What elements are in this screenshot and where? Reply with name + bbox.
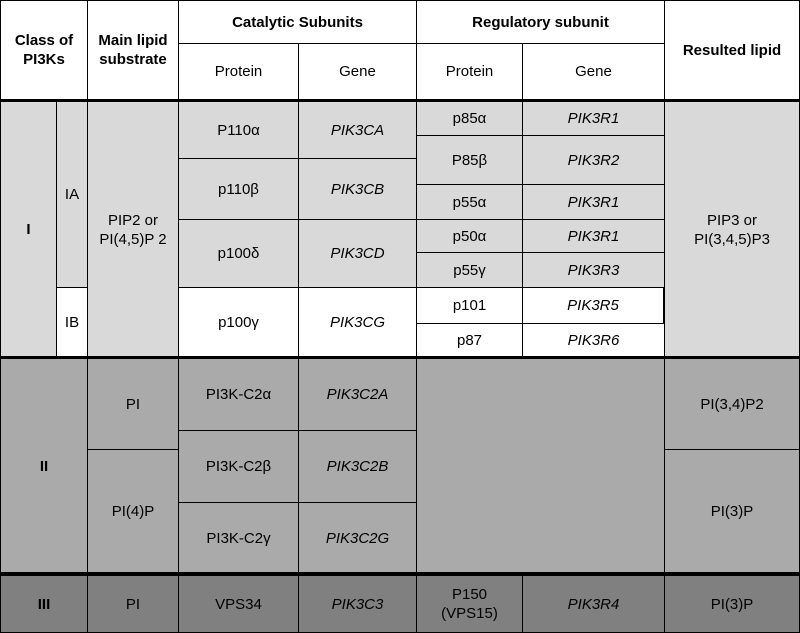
class-1-cat-protein-4	[178, 287, 299, 358]
class-2-cat-protein-3-text: PI3K-C2γ	[206, 529, 271, 547]
class-1-reg-gene-7-text: PIK3R6	[567, 332, 620, 349]
class-1-reg-protein-3-text: p55α	[452, 193, 487, 211]
header-regulatory-label: Regulatory subunit	[472, 13, 609, 31]
header-catalytic	[178, 0, 417, 44]
class-1-reg-gene-1	[522, 101, 665, 136]
class-1b-label	[56, 287, 88, 358]
class-1-reg-protein-4-text: p50α	[452, 227, 487, 245]
class-1-reg-protein-7-text: p87	[456, 332, 483, 349]
class-1b-text: IB	[64, 314, 80, 331]
class-2-cat-protein-1	[178, 358, 299, 431]
class-3-cat-gene	[298, 575, 417, 633]
class-1-reg-protein-2	[416, 135, 523, 185]
header-substrate-label: Main lipid substrate	[98, 32, 168, 68]
header-reg-protein	[416, 43, 523, 100]
class-2-cat-protein-1-text: PI3K-C2α	[205, 386, 272, 403]
class-2-text: II	[39, 457, 49, 475]
class-1-cat-gene-2-text: PIK3CB	[330, 180, 385, 198]
class-1-reg-protein-6-text: p101	[452, 297, 487, 314]
class-3-cat-protein-text: VPS34	[215, 595, 262, 613]
class-1-reg-gene-7	[522, 323, 665, 358]
header-reg-protein-label: Protein	[445, 63, 494, 80]
class-3-substrate-text: PI	[125, 595, 141, 613]
class-1-cat-protein-2-text: p110β	[218, 180, 259, 198]
header-regulatory	[416, 0, 665, 44]
class-1-cat-protein-4-text: p100γ	[218, 314, 259, 331]
class-1a-text: IA	[64, 186, 80, 203]
class-3-label	[0, 575, 88, 633]
header-reg-gene-label: Gene	[575, 63, 612, 80]
class-3-cat-gene-text: PIK3C3	[331, 595, 384, 613]
class-2-regulatory-empty	[416, 358, 665, 574]
class-3-cat-protein	[178, 575, 299, 633]
class-1-reg-gene-6-text: PIK3R5	[567, 297, 619, 314]
class-1-reg-protein-5-text: p55γ	[453, 261, 486, 279]
class-1-reg-protein-4	[416, 219, 523, 253]
class-2-cat-protein-3	[178, 502, 299, 574]
header-cat-protein	[178, 43, 299, 100]
class-1-reg-gene-2	[522, 135, 665, 185]
class-1-reg-protein-3	[416, 184, 523, 220]
class-1-reg-gene-5-text: PIK3R3	[567, 261, 620, 279]
class-3-reg-protein-text: P150 (VPS15)	[441, 586, 498, 622]
class-1-cat-gene-3	[298, 219, 417, 288]
class-3-reg-protein	[416, 575, 523, 633]
class-1-reg-gene-4	[522, 219, 665, 253]
header-resulted-label: Resulted lipid	[682, 41, 782, 59]
class-1-cat-gene-1-text: PIK3CA	[330, 121, 385, 139]
class-1-reg-protein-2-text: P85β	[451, 151, 488, 169]
class-2-cat-protein-2	[178, 430, 299, 503]
class-2-cat-gene-2	[298, 430, 417, 503]
class-3-substrate	[87, 575, 179, 633]
class-2-cat-gene-2-text: PIK3C2B	[326, 458, 389, 475]
class-2-resulted-1-text: PI(3,4)P2	[700, 395, 764, 413]
class-1-reg-gene-6	[522, 287, 665, 324]
class-1-cat-gene-2	[298, 158, 417, 220]
class-1-reg-gene-2-text: PIK3R2	[567, 151, 620, 169]
class-3-text: III	[37, 595, 51, 613]
class-2-cat-protein-2-text: PI3K-C2β	[205, 458, 272, 475]
class-1-reg-gene-1-text: PIK3R1	[567, 110, 620, 127]
class-1-reg-protein-5	[416, 252, 523, 288]
class-1-reg-gene-4-text: PIK3R1	[567, 227, 620, 245]
class-1-cat-gene-4	[298, 287, 417, 358]
header-cat-protein-label: Protein	[214, 63, 263, 80]
class-2-cat-gene-1-text: PIK3C2A	[326, 386, 389, 403]
class-1-reg-protein-1-text: p85α	[452, 110, 487, 127]
header-class	[0, 0, 88, 100]
header-catalytic-label: Catalytic Subunits	[232, 13, 363, 31]
header-class-label: Class of PI3Ks	[14, 32, 74, 68]
class-2-resulted-2	[664, 449, 800, 574]
class-3-resulted	[664, 575, 800, 633]
class-2-cat-gene-1	[298, 358, 417, 431]
header-cat-gene	[298, 43, 417, 100]
class-1-substrate	[87, 101, 179, 358]
class-2-label	[0, 358, 88, 574]
header-reg-gene	[522, 43, 665, 100]
class-2-substrate-pi4p-text: PI(4)P	[111, 503, 155, 520]
class-1-cat-protein-1	[178, 101, 299, 159]
header-cat-gene-label: Gene	[339, 63, 376, 80]
class-1-reg-gene-5	[522, 252, 665, 288]
class-3-resulted-text: PI(3)P	[710, 595, 754, 613]
class-1-resulted-text: PIP3 or PI(3,4,5)P3	[694, 211, 770, 248]
class-2-substrate-pi	[87, 358, 179, 450]
class-1-cat-gene-1	[298, 101, 417, 159]
header-substrate	[87, 0, 179, 100]
class-1-label	[0, 101, 57, 358]
class-2-substrate-pi4p	[87, 449, 179, 574]
class-1-reg-protein-6	[416, 287, 523, 324]
class-3-reg-gene-text: PIK3R4	[567, 595, 620, 613]
class-1-reg-protein-1	[416, 101, 523, 136]
class-2-resulted-2-text: PI(3)P	[710, 503, 754, 520]
class-1-reg-gene-3-text: PIK3R1	[567, 193, 620, 211]
class-1-cat-protein-3	[178, 219, 299, 288]
class-1-substrate-text: PIP2 or PI(4,5)P 2	[99, 211, 167, 248]
class-3-reg-gene	[522, 575, 665, 633]
class-1-cat-protein-1-text: P110α	[217, 121, 260, 139]
class-1a-label	[56, 101, 88, 288]
class-2-substrate-pi-text: PI	[125, 395, 141, 413]
class-2-cat-gene-3	[298, 502, 417, 574]
class-2-cat-gene-3-text: PIK3C2G	[325, 529, 390, 547]
class-1-text: I	[26, 221, 31, 238]
class-1-reg-gene-3	[522, 184, 665, 220]
class-1-cat-gene-4-text: PIK3CG	[329, 314, 386, 331]
class-1-reg-protein-7	[416, 323, 523, 358]
class-1-resulted	[664, 101, 800, 358]
class-1-cat-protein-2	[178, 158, 299, 220]
class-1-cat-gene-3-text: PIK3CD	[330, 245, 385, 262]
header-resulted	[664, 0, 800, 100]
class-2-resulted-1	[664, 358, 800, 450]
class-1-cat-protein-3-text: p100δ	[217, 245, 260, 262]
